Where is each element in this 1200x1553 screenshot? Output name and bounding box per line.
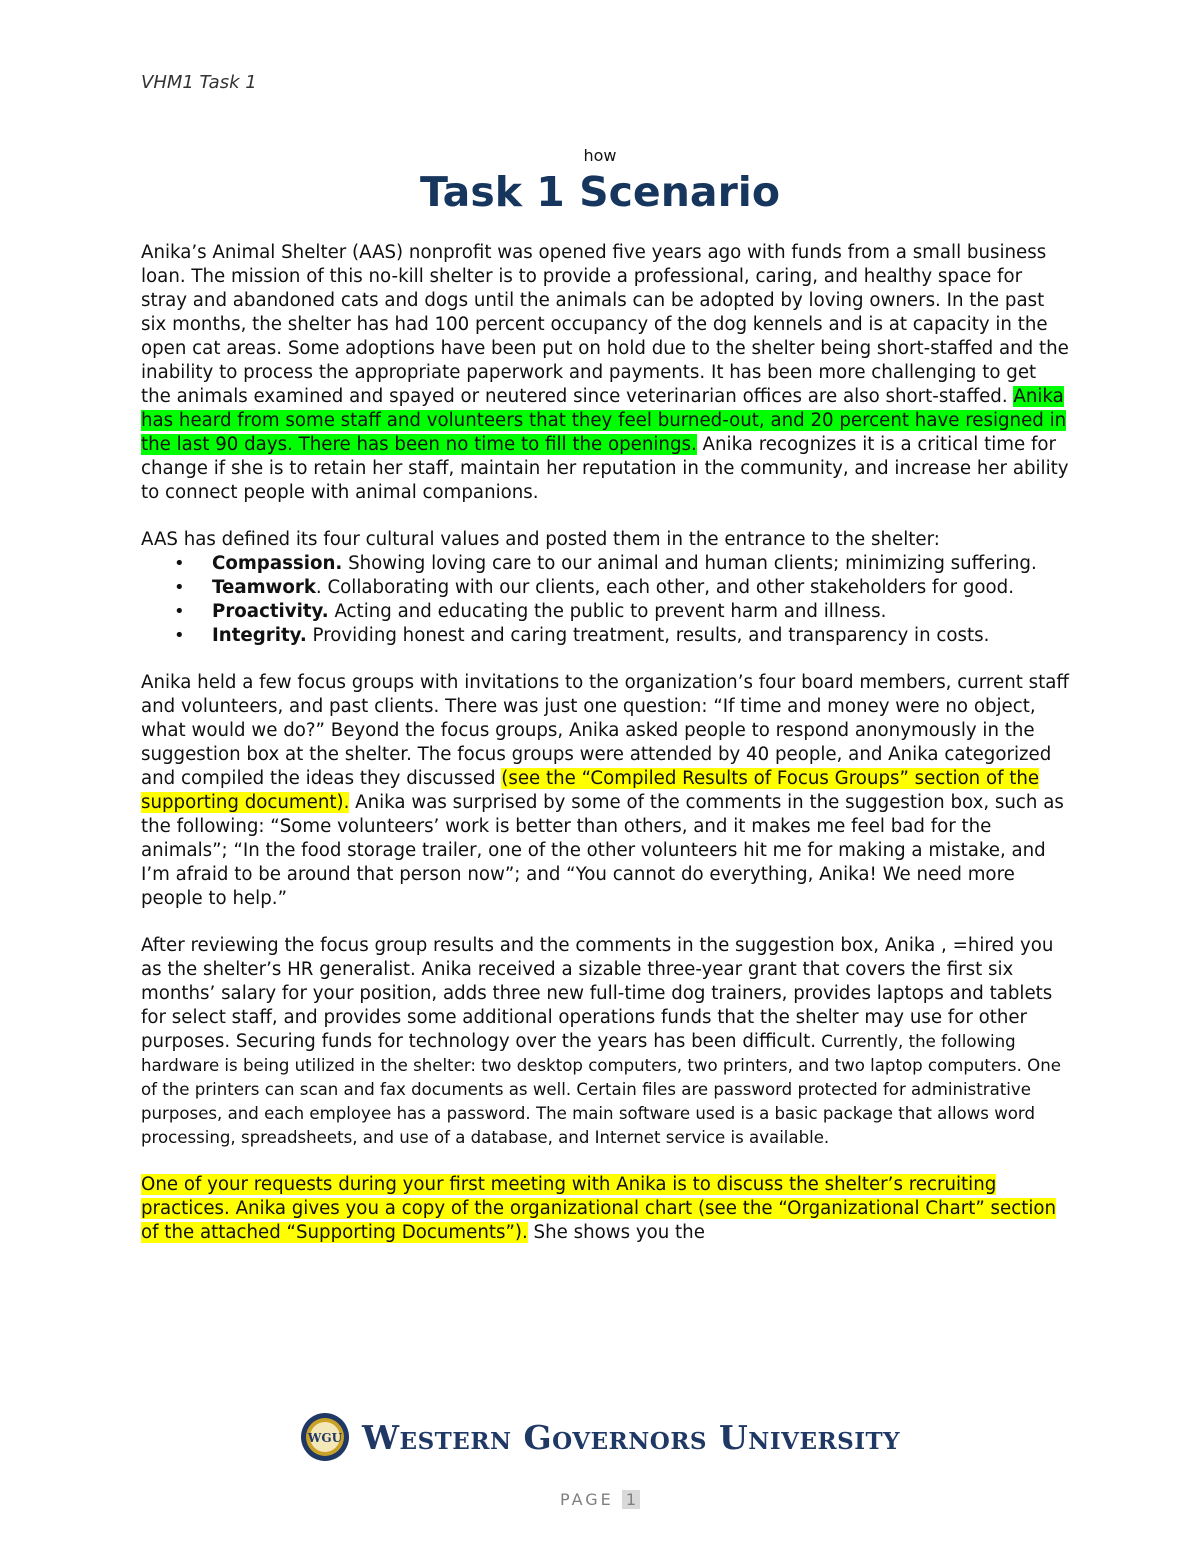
running-header: VHM1 Task 1 bbox=[141, 72, 257, 93]
intro-text-2: Anika recognizes it is a critical time for change if she is to retain her staff, maintain her reputation in the community, and increase her ability to connect people with animal companions. bbox=[141, 434, 1069, 503]
list-item bbox=[212, 552, 1071, 576]
list-item bbox=[212, 600, 1071, 624]
requests-text: She shows you the bbox=[527, 1222, 705, 1243]
value-desc: . Collaborating with our clients, each other, and other stakeholders for good. bbox=[315, 577, 1014, 598]
page-number-value: 1 bbox=[622, 1490, 640, 1509]
review-paragraph bbox=[141, 934, 1071, 1150]
intro-text-1: Anika’s Animal Shelter (AAS) nonprofit was opened five years ago with funds from a small business loan. The mission of this no-kill shelter is to provide a professional, caring, and healthy space for stray and abandoned cats and dogs until the animals can be adopted by loving owners. In the past six months, the shelter has had 100 percent occupancy of the dog kennels and is at capacity in the open cat areas. Some adoptions have been put on hold due to the shelter being short-staffed and the inability to process the appropriate paperwork and payments. It has been more challenging to get the animals examined and spayed or neutered since veterinarian offices are also short-staffed. bbox=[141, 242, 1069, 407]
page-label: PAGE bbox=[559, 1490, 614, 1509]
university-logo bbox=[0, 1412, 1200, 1462]
list-item bbox=[212, 576, 1071, 600]
value-term: Proactivity. bbox=[212, 601, 329, 622]
page-title: Task 1 Scenario bbox=[419, 168, 781, 216]
focus-highlight: (see the “Compiled Results of Focus Groups” section of the supporting document). bbox=[141, 768, 1040, 813]
requests-highlight: One of your requests during your first meeting with Anika is to discuss the shelter’s recruiting practices. Anika gives you a copy of the organizational chart (see the “Organizational Chart” section of the attached “Supporting Documents”). bbox=[141, 1174, 1057, 1243]
values-list bbox=[141, 552, 1071, 648]
university-seal-icon bbox=[300, 1412, 350, 1462]
value-desc: Acting and educating the public to prevent harm and illness. bbox=[328, 601, 887, 622]
values-intro: AAS has defined its four cultural values and posted them in the entrance to the shelter: bbox=[141, 529, 940, 550]
value-term: Compassion. bbox=[212, 553, 343, 574]
value-term: Teamwork bbox=[212, 577, 316, 598]
intro-highlight: Anika has heard from some staff and volunteers that they feel burned-out, and 20 percent have resigned in the last 90 days. There has been no time to fill the openings. bbox=[141, 386, 1067, 455]
pre-title-text: how bbox=[583, 146, 617, 165]
review-text-1: After reviewing the focus group results and the comments in the suggestion box, Anika , =hired you as the shelter’s HR generalist. Anika received a sizable three-year grant that covers the first six months’ salary for your position, adds three new full-time dog trainers, provides laptops and tablets for select staff, and provides some additional operations funds that the shelter may use for other purposes. Securing funds for technology over the years has been difficult. bbox=[141, 935, 1054, 1052]
value-desc: Providing honest and caring treatment, results, and transparency in costs. bbox=[306, 625, 990, 646]
focus-text-1: Anika held a few focus groups with invitations to the organization’s four board members, current staff and volunteers, and past clients. There was just one question: “If time and money were no object, what would we do?” Beyond the focus groups, Anika asked people to respond anonymously in the suggestion box at the shelter. The focus groups were attended by 40 people, and Anika categorized and compiled the ideas they discussed bbox=[141, 672, 1069, 789]
list-item bbox=[212, 624, 1071, 648]
intro-paragraph bbox=[141, 241, 1071, 505]
document-body bbox=[141, 241, 1071, 1245]
seal-text: WGU bbox=[307, 1431, 343, 1445]
focus-text-2: Anika was surprised by some of the comments in the suggestion box, such as the following: “Some volunteers’ work is better than others, and it makes me feel bad for the animals”; “In the food storage trailer, one of the other volunteers hit me for making a mistake, and I’m afraid to be around that person now”; and “You cannot do everything, Anika! We need more people to help.” bbox=[141, 792, 1064, 909]
page-number bbox=[0, 1490, 1200, 1509]
value-term: Integrity. bbox=[212, 625, 307, 646]
value-desc: Showing loving care to our animal and human clients; minimizing suffering. bbox=[342, 553, 1037, 574]
focus-paragraph bbox=[141, 671, 1071, 911]
requests-paragraph bbox=[141, 1173, 1071, 1245]
review-text-2: Currently, the following hardware is being utilized in the shelter: two desktop computers, two printers, and two laptop computers. One of the printers can scan and fax documents as well. Certain files are password protected for administrative purposes, and each employee has a password. The main software used is a basic package that allows word processing, spreadsheets, and use of a database, and Internet service is available. bbox=[141, 1032, 1061, 1147]
university-wordmark: Western Governors University bbox=[361, 1417, 900, 1457]
